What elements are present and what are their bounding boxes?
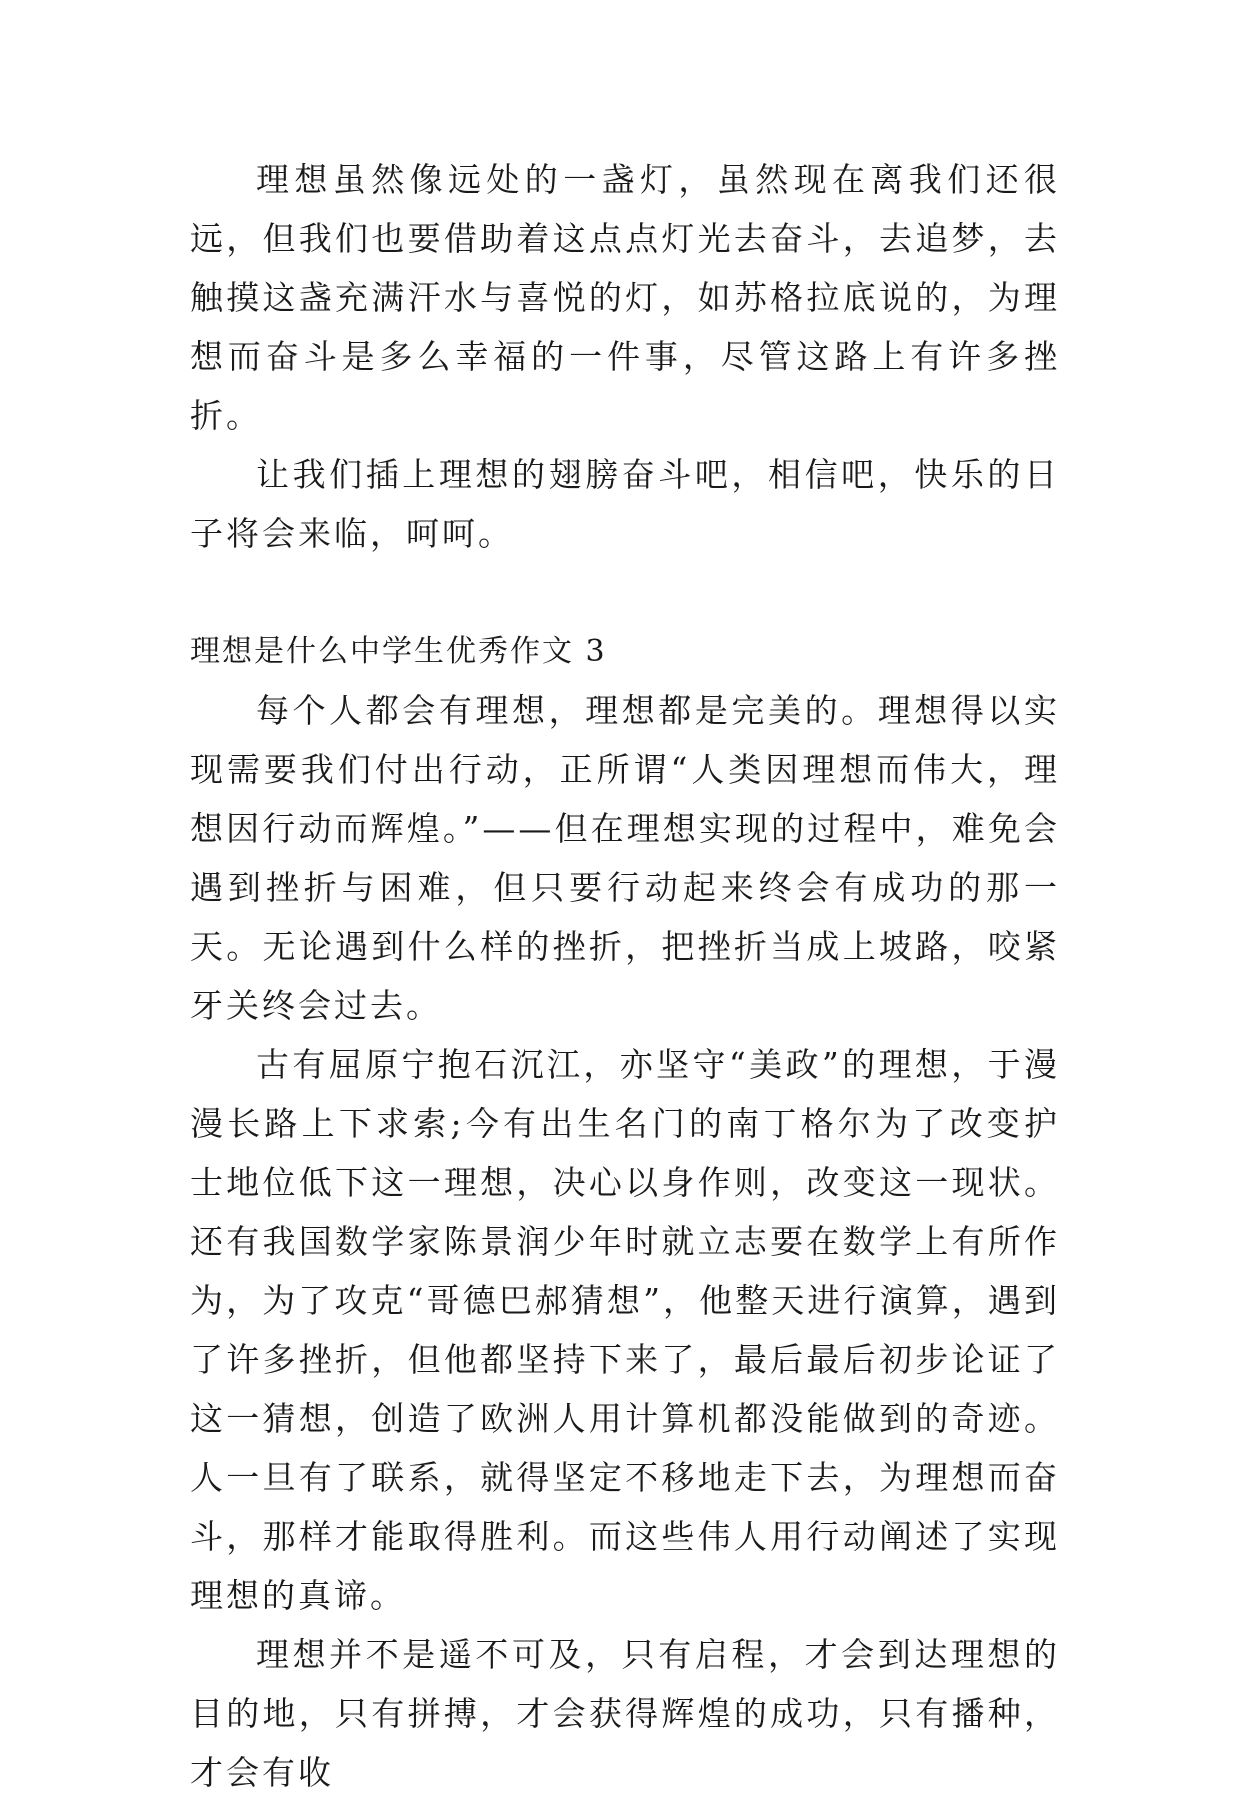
section-title: 理想是什么中学生优秀作文 3 — [190, 634, 607, 669]
paragraph: 理想并不是遥不可及，只有启程，才会到达理想的目的地，只有拼搏，才会获得辉煌的成功，只有播种，才会有收 — [190, 1635, 1060, 1792]
paragraph: 理想虽然像远处的一盏灯，虽然现在离我们还很远，但我们也要借助着这点点灯光去奋斗，去追梦，去触摸这盏充满汗水与喜悦的灯，如苏格拉底说的，为理想而奋斗是多么幸福的一件事，尽管这路上有许多挫折。 — [190, 160, 1060, 435]
paragraph: 古有屈原宁抱石沉江，亦坚守“美政”的理想，于漫漫长路上下求索;今有出生名门的南丁格尔为了改变护士地位低下这一理想，决心以身作则，改变这一现状。还有我国数学家陈景润少年时就立志要在数学上有所作为，为了攻克“哥德巴郝猜想”，他整天进行演算，遇到了许多挫折，但他都坚持下来了，最后最后初步论证了这一猜想，创造了欧洲人用计算机都没能做到的奇迹。人一旦有了联系，就得坚定不移地走下去，为理想而奋斗，那样才能取得胜利。而这些伟人用行动阐述了实现理想的真谛。 — [190, 1045, 1060, 1615]
section-spacer — [190, 563, 1060, 622]
paragraph: 每个人都会有理想，理想都是完美的。理想得以实现需要我们付出行动，正所谓“人类因理想而伟大，理想因行动而辉煌。”——但在理想实现的过程中，难免会遇到挫折与困难，但只要行动起来终会有成功的那一天。无论遇到什么样的挫折，把挫折当成上坡路，咬紧牙关终会过去。 — [190, 691, 1060, 1025]
document-body — [190, 150, 1060, 1802]
paragraph: 让我们插上理想的翅膀奋斗吧，相信吧，快乐的日子将会来临，呵呵。 — [190, 455, 1060, 553]
